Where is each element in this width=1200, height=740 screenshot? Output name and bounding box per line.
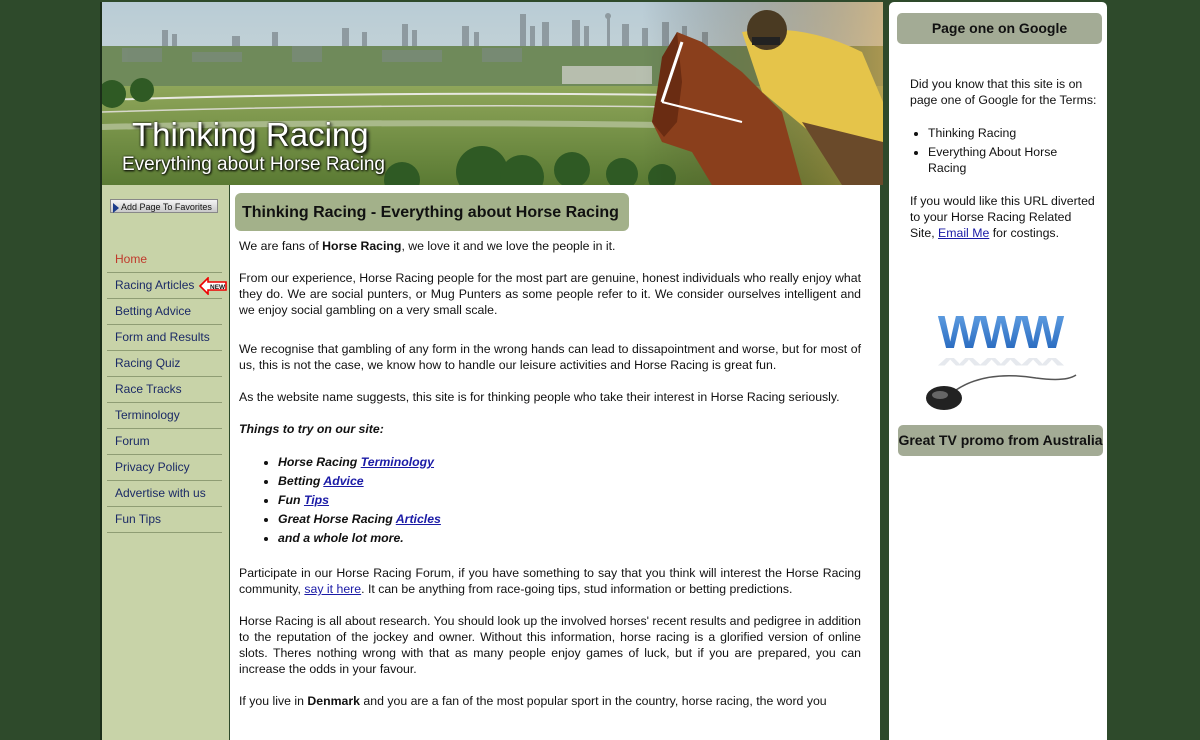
sidebar-item-label: Forum bbox=[115, 434, 150, 448]
sidebar-item-advertise[interactable] bbox=[107, 481, 222, 507]
sidebar-item-label: Privacy Policy bbox=[115, 460, 190, 474]
tv-promo-heading: Great TV promo from Australia bbox=[898, 425, 1103, 456]
text: . It can be anything from race-going tips, stud information or betting predictions. bbox=[361, 582, 793, 596]
sidebar-item-home[interactable] bbox=[107, 247, 222, 273]
google-intro: Did you know that this site is on page one of Google for the Terms: bbox=[910, 77, 1097, 107]
terms-list bbox=[910, 125, 1098, 176]
page-title: Thinking Racing - Everything about Horse Racing bbox=[235, 193, 629, 231]
bold-text: Denmark bbox=[307, 694, 360, 708]
text: , we love it and we love the people in it. bbox=[401, 239, 616, 253]
add-to-favorites-button[interactable] bbox=[110, 199, 218, 213]
list-item: • Thinking Racing bbox=[928, 125, 1098, 141]
add-to-favorites-label: Add Page To Favorites bbox=[121, 202, 212, 212]
text: We are fans of bbox=[239, 239, 323, 253]
sidebar-item-label: Home bbox=[115, 252, 148, 266]
text: If you live in bbox=[239, 694, 308, 708]
bold-text: Horse Racing bbox=[322, 239, 402, 253]
paragraph: From our experience, Horse Racing people for the most part are genuine, honest individuals who really enjoy what they do. We are social punters, or Mug Punters as some people refer to it. We consider ourselves intelligent and we enjoy social gambling on a very small scale. bbox=[239, 271, 862, 317]
page-wrapper bbox=[100, 0, 882, 740]
google-heading: Page one on Google bbox=[897, 13, 1102, 44]
say-it-here-link[interactable]: say it here bbox=[304, 582, 362, 596]
paragraph: We recognise that gambling of any form in the wrong hands can lead to dissapointment and worse, but for most of us, this is not the case, we know how to handle our leisure activities and Horse Racing is great fun. bbox=[239, 342, 861, 372]
list-item: • Everything About Horse Racing bbox=[928, 144, 1098, 176]
www-text: WWW bbox=[937, 306, 1063, 358]
sidebar-item-label: Advertise with us bbox=[115, 486, 206, 500]
paragraph: Horse Racing is all about research. You should look up the involved horses' recent results and pedigree in addition to the reputation of the jockey and owner. Without this information, horse racing is a glorified version of online slots. Theres nothing wrong with that as many people enjoy games of luck, but if you are prepared, you can increase the odds in your favour. bbox=[239, 614, 861, 676]
sidebar-item-label: Racing Quiz bbox=[115, 356, 181, 370]
site-tagline: Everything about Horse Racing bbox=[122, 154, 385, 175]
text: Horse Racing bbox=[278, 455, 361, 469]
sidebar-item-label: Racing Articles bbox=[115, 278, 195, 292]
intro-paragraph bbox=[239, 238, 861, 254]
sidebar-nav bbox=[107, 247, 226, 533]
sidebar-item-forum[interactable] bbox=[107, 429, 222, 455]
advice-link[interactable]: Advice bbox=[323, 474, 364, 488]
terminology-link[interactable]: Terminology bbox=[360, 455, 435, 469]
sidebar-item-fun-tips[interactable] bbox=[107, 507, 222, 533]
sidebar-item-label: Form and Results bbox=[115, 330, 210, 344]
sidebar-item-label: Race Tracks bbox=[115, 382, 182, 396]
things-heading-text: Things to try on our site: bbox=[239, 422, 384, 436]
sidebar-item-privacy-policy[interactable] bbox=[107, 455, 222, 481]
text: Participate in our Horse Racing Forum, if you have something to say that you think will interest the Horse Racing community, bbox=[239, 566, 861, 596]
list-item bbox=[278, 491, 861, 510]
new-badge-text: NEW bbox=[210, 284, 226, 291]
forum-paragraph bbox=[239, 565, 861, 597]
list-item bbox=[278, 529, 861, 548]
paragraph: As the website name suggests, this site is for thinking people who take their interest in Horse Racing seriously. bbox=[239, 390, 840, 404]
list-item bbox=[278, 510, 861, 529]
text: and a whole lot more. bbox=[278, 531, 404, 545]
text: Betting bbox=[278, 474, 324, 488]
sidebar-item-form-and-results[interactable] bbox=[107, 325, 222, 351]
sidebar-item-racing-quiz[interactable] bbox=[107, 351, 222, 377]
sidebar-item-label: Terminology bbox=[115, 408, 180, 422]
main-content bbox=[230, 185, 880, 740]
articles-link[interactable]: Articles bbox=[395, 512, 441, 526]
things-heading bbox=[239, 421, 861, 437]
www-mouse-image bbox=[916, 300, 1086, 420]
sidebar-item-racing-articles[interactable] bbox=[107, 273, 226, 299]
header-banner bbox=[100, 2, 883, 185]
text: If you would like this URL diverted to your Horse Racing Related Site, bbox=[910, 194, 1095, 240]
sidebar-item-terminology[interactable] bbox=[107, 403, 222, 429]
text: for costings. bbox=[989, 226, 1059, 240]
right-sidebar bbox=[889, 2, 1107, 740]
www-reflection: WWW bbox=[937, 355, 1063, 368]
text: and you are a fan of the most popular sport in the country, horse racing, the word you bbox=[360, 694, 827, 708]
list-item bbox=[278, 472, 861, 491]
email-me-link[interactable]: Email Me bbox=[938, 226, 990, 240]
list-item bbox=[278, 453, 861, 472]
arrow-right-icon bbox=[113, 203, 119, 213]
things-list bbox=[239, 453, 861, 548]
url-paragraph bbox=[910, 193, 1098, 241]
article-body bbox=[239, 238, 861, 725]
tips-link[interactable]: Tips bbox=[303, 493, 330, 507]
google-info bbox=[910, 76, 1098, 258]
site-title: Thinking Racing bbox=[132, 116, 369, 153]
sidebar-item-label: Betting Advice bbox=[115, 304, 192, 318]
text: Great Horse Racing bbox=[278, 512, 396, 526]
sidebar-item-betting-advice[interactable] bbox=[107, 299, 222, 325]
denmark-paragraph bbox=[239, 693, 861, 709]
new-badge-icon bbox=[199, 277, 227, 295]
sidebar-item-label: Fun Tips bbox=[115, 512, 162, 526]
sidebar-item-race-tracks[interactable] bbox=[107, 377, 222, 403]
text: Fun bbox=[278, 493, 304, 507]
left-sidebar bbox=[100, 185, 229, 740]
